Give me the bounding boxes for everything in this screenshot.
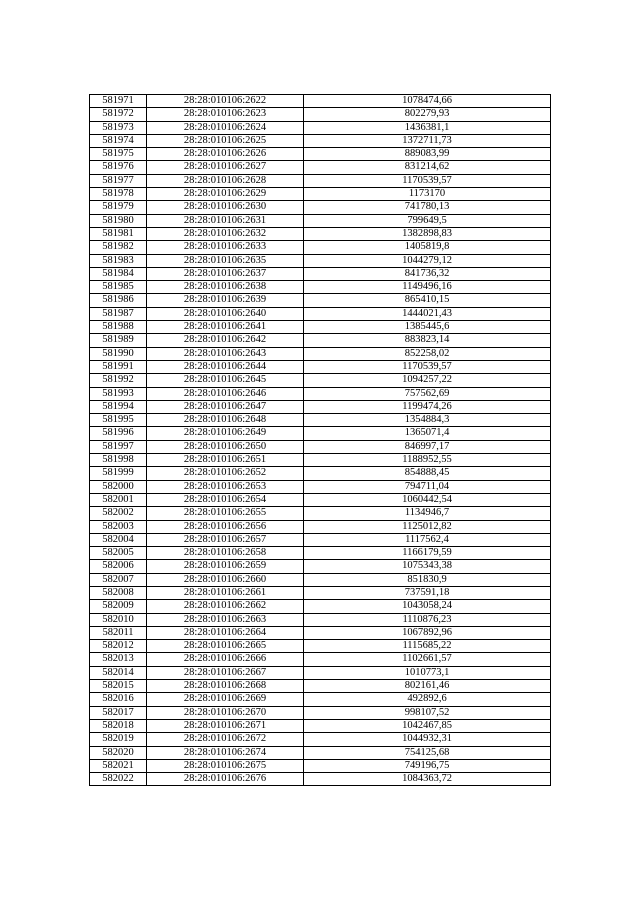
cadastral-value-cell: 1365071,4 <box>304 427 551 440</box>
table-row <box>90 188 551 201</box>
cadastral-value-cell: 1110876,23 <box>304 613 551 626</box>
table-row <box>90 600 551 613</box>
cadastral-value-cell: 1149496,16 <box>304 281 551 294</box>
table-row <box>90 161 551 174</box>
row-number-cell: 582011 <box>90 626 147 639</box>
cadastral-value-cell: 851830,9 <box>304 573 551 586</box>
row-number-cell: 582004 <box>90 533 147 546</box>
cadastral-value-cell: 1067892,96 <box>304 626 551 639</box>
cadastral-number-cell: 28:28:010106:2655 <box>147 507 304 520</box>
cadastral-value-cell: 1075343,38 <box>304 560 551 573</box>
cadastral-value-cell: 737591,18 <box>304 586 551 599</box>
cadastral-number-cell: 28:28:010106:2672 <box>147 733 304 746</box>
cadastral-value-cell: 1044279,12 <box>304 254 551 267</box>
cadastral-value-cell: 1084363,72 <box>304 773 551 786</box>
cadastral-number-cell: 28:28:010106:2649 <box>147 427 304 440</box>
cadastral-value-cell: 741780,13 <box>304 201 551 214</box>
table-row <box>90 680 551 693</box>
row-number-cell: 581971 <box>90 95 147 108</box>
cadastral-value-cell: 1134946,7 <box>304 507 551 520</box>
row-number-cell: 581991 <box>90 360 147 373</box>
row-number-cell: 581996 <box>90 427 147 440</box>
table-row <box>90 134 551 147</box>
table-row <box>90 334 551 347</box>
cadastral-number-cell: 28:28:010106:2642 <box>147 334 304 347</box>
row-number-cell: 581995 <box>90 414 147 427</box>
row-number-cell: 581992 <box>90 374 147 387</box>
table-row <box>90 148 551 161</box>
row-number-cell: 581979 <box>90 201 147 214</box>
cadastral-value-cell: 1444021,43 <box>304 307 551 320</box>
row-number-cell: 581988 <box>90 321 147 334</box>
row-number-cell: 581974 <box>90 134 147 147</box>
table-row <box>90 693 551 706</box>
cadastral-number-cell: 28:28:010106:2669 <box>147 693 304 706</box>
row-number-cell: 581973 <box>90 121 147 134</box>
table-row <box>90 773 551 786</box>
cadastral-value-cell: 1094257,22 <box>304 374 551 387</box>
cadastral-value-cell: 1436381,1 <box>304 121 551 134</box>
row-number-cell: 581984 <box>90 267 147 280</box>
cadastral-value-cell: 1060442,54 <box>304 493 551 506</box>
cadastral-number-cell: 28:28:010106:2637 <box>147 267 304 280</box>
cadastral-number-cell: 28:28:010106:2662 <box>147 600 304 613</box>
cadastral-number-cell: 28:28:010106:2643 <box>147 347 304 360</box>
cadastral-value-cell: 1382898,83 <box>304 227 551 240</box>
cadastral-value-cell: 831214,62 <box>304 161 551 174</box>
cadastral-number-cell: 28:28:010106:2663 <box>147 613 304 626</box>
cadastral-value-cell: 1199474,26 <box>304 400 551 413</box>
cadastral-value-cell: 1043058,24 <box>304 600 551 613</box>
row-number-cell: 581990 <box>90 347 147 360</box>
table-row <box>90 400 551 413</box>
cadastral-number-cell: 28:28:010106:2674 <box>147 746 304 759</box>
cadastral-value-cell: 794711,04 <box>304 480 551 493</box>
cadastral-number-cell: 28:28:010106:2656 <box>147 520 304 533</box>
cadastral-number-cell: 28:28:010106:2653 <box>147 480 304 493</box>
row-number-cell: 582003 <box>90 520 147 533</box>
row-number-cell: 581981 <box>90 227 147 240</box>
cadastral-value-cell: 1170539,57 <box>304 360 551 373</box>
cadastral-value-cell: 492892,6 <box>304 693 551 706</box>
row-number-cell: 582000 <box>90 480 147 493</box>
cadastral-number-cell: 28:28:010106:2635 <box>147 254 304 267</box>
table-row <box>90 759 551 772</box>
row-number-cell: 582019 <box>90 733 147 746</box>
cadastral-number-cell: 28:28:010106:2670 <box>147 706 304 719</box>
table-row <box>90 201 551 214</box>
cadastral-number-cell: 28:28:010106:2629 <box>147 188 304 201</box>
cadastral-value-cell: 846997,17 <box>304 440 551 453</box>
row-number-cell: 581977 <box>90 174 147 187</box>
row-number-cell: 582016 <box>90 693 147 706</box>
cadastral-value-cell: 889083,99 <box>304 148 551 161</box>
table-row <box>90 267 551 280</box>
table-row <box>90 360 551 373</box>
row-number-cell: 581982 <box>90 241 147 254</box>
table-row <box>90 95 551 108</box>
table-row <box>90 573 551 586</box>
table-row <box>90 121 551 134</box>
table-row <box>90 174 551 187</box>
cadastral-number-cell: 28:28:010106:2658 <box>147 547 304 560</box>
table-row <box>90 214 551 227</box>
row-number-cell: 581989 <box>90 334 147 347</box>
cadastral-value-cell: 1173170 <box>304 188 551 201</box>
cadastral-number-cell: 28:28:010106:2630 <box>147 201 304 214</box>
cadastral-number-cell: 28:28:010106:2644 <box>147 360 304 373</box>
row-number-cell: 582008 <box>90 586 147 599</box>
table-row <box>90 560 551 573</box>
cadastral-value-cell: 1385445,6 <box>304 321 551 334</box>
cadastral-number-cell: 28:28:010106:2623 <box>147 108 304 121</box>
cadastral-number-cell: 28:28:010106:2668 <box>147 680 304 693</box>
row-number-cell: 581978 <box>90 188 147 201</box>
cadastral-value-cell: 865410,15 <box>304 294 551 307</box>
row-number-cell: 582017 <box>90 706 147 719</box>
row-number-cell: 581976 <box>90 161 147 174</box>
table-row <box>90 666 551 679</box>
row-number-cell: 582020 <box>90 746 147 759</box>
cadastral-number-cell: 28:28:010106:2646 <box>147 387 304 400</box>
table-row <box>90 414 551 427</box>
table-row <box>90 454 551 467</box>
cadastral-number-cell: 28:28:010106:2632 <box>147 227 304 240</box>
cadastral-value-cell: 1372711,73 <box>304 134 551 147</box>
cadastral-value-cell: 749196,75 <box>304 759 551 772</box>
table-row <box>90 227 551 240</box>
cadastral-number-cell: 28:28:010106:2665 <box>147 640 304 653</box>
table-row <box>90 480 551 493</box>
cadastral-number-cell: 28:28:010106:2654 <box>147 493 304 506</box>
cadastral-number-cell: 28:28:010106:2625 <box>147 134 304 147</box>
table-row <box>90 613 551 626</box>
table-row <box>90 321 551 334</box>
row-number-cell: 582018 <box>90 719 147 732</box>
cadastral-number-cell: 28:28:010106:2671 <box>147 719 304 732</box>
cadastral-number-cell: 28:28:010106:2648 <box>147 414 304 427</box>
row-number-cell: 582021 <box>90 759 147 772</box>
cadastral-number-cell: 28:28:010106:2676 <box>147 773 304 786</box>
row-number-cell: 582001 <box>90 493 147 506</box>
row-number-cell: 582015 <box>90 680 147 693</box>
table-row <box>90 706 551 719</box>
cadastral-value-cell: 1405819,8 <box>304 241 551 254</box>
cadastral-number-cell: 28:28:010106:2626 <box>147 148 304 161</box>
row-number-cell: 581993 <box>90 387 147 400</box>
cadastral-number-cell: 28:28:010106:2657 <box>147 533 304 546</box>
cadastral-number-cell: 28:28:010106:2666 <box>147 653 304 666</box>
table-row <box>90 493 551 506</box>
cadastral-number-cell: 28:28:010106:2647 <box>147 400 304 413</box>
cadastral-value-cell: 1166179,59 <box>304 547 551 560</box>
row-number-cell: 581999 <box>90 467 147 480</box>
table-row <box>90 733 551 746</box>
row-number-cell: 581972 <box>90 108 147 121</box>
table-row <box>90 547 551 560</box>
table-row <box>90 533 551 546</box>
cadastral-value-cell: 754125,68 <box>304 746 551 759</box>
cadastral-value-cell: 1354884,3 <box>304 414 551 427</box>
cadastral-number-cell: 28:28:010106:2633 <box>147 241 304 254</box>
cadastral-number-cell: 28:28:010106:2624 <box>147 121 304 134</box>
cadastral-value-cell: 802279,93 <box>304 108 551 121</box>
cadastral-number-cell: 28:28:010106:2638 <box>147 281 304 294</box>
table-row <box>90 746 551 759</box>
table-row <box>90 640 551 653</box>
cadastral-value-cell: 841736,32 <box>304 267 551 280</box>
row-number-cell: 581986 <box>90 294 147 307</box>
cadastral-value-cell: 802161,46 <box>304 680 551 693</box>
table-row <box>90 440 551 453</box>
cadastral-number-cell: 28:28:010106:2627 <box>147 161 304 174</box>
cadastral-number-cell: 28:28:010106:2667 <box>147 666 304 679</box>
cadastral-value-cell: 1117562,4 <box>304 533 551 546</box>
cadastral-value-cell: 1125012,82 <box>304 520 551 533</box>
cadastral-value-cell: 1044932,31 <box>304 733 551 746</box>
table-row <box>90 347 551 360</box>
row-number-cell: 582009 <box>90 600 147 613</box>
cadastral-number-cell: 28:28:010106:2651 <box>147 454 304 467</box>
cadastral-number-cell: 28:28:010106:2631 <box>147 214 304 227</box>
table-row <box>90 387 551 400</box>
cadastral-number-cell: 28:28:010106:2652 <box>147 467 304 480</box>
table-row <box>90 307 551 320</box>
cadastral-value-cell: 1078474,66 <box>304 95 551 108</box>
cadastral-number-cell: 28:28:010106:2640 <box>147 307 304 320</box>
row-number-cell: 581983 <box>90 254 147 267</box>
row-number-cell: 581985 <box>90 281 147 294</box>
cadastral-value-cell: 1188952,55 <box>304 454 551 467</box>
row-number-cell: 581997 <box>90 440 147 453</box>
row-number-cell: 582010 <box>90 613 147 626</box>
cadastral-value-cell: 799649,5 <box>304 214 551 227</box>
cadastral-value-cell: 757562,69 <box>304 387 551 400</box>
cadastral-value-cell: 998107,52 <box>304 706 551 719</box>
table-body <box>90 95 551 786</box>
table-row <box>90 374 551 387</box>
row-number-cell: 581975 <box>90 148 147 161</box>
cadastral-number-cell: 28:28:010106:2622 <box>147 95 304 108</box>
table-row <box>90 281 551 294</box>
table-row <box>90 626 551 639</box>
cadastral-number-cell: 28:28:010106:2639 <box>147 294 304 307</box>
cadastral-value-cell: 1010773,1 <box>304 666 551 679</box>
row-number-cell: 581998 <box>90 454 147 467</box>
row-number-cell: 582022 <box>90 773 147 786</box>
cadastral-number-cell: 28:28:010106:2661 <box>147 586 304 599</box>
table-row <box>90 108 551 121</box>
cadastral-number-cell: 28:28:010106:2628 <box>147 174 304 187</box>
table-row <box>90 241 551 254</box>
table-row <box>90 653 551 666</box>
cadastral-value-table <box>89 94 551 786</box>
cadastral-number-cell: 28:28:010106:2659 <box>147 560 304 573</box>
cadastral-number-cell: 28:28:010106:2675 <box>147 759 304 772</box>
table-row <box>90 719 551 732</box>
cadastral-number-cell: 28:28:010106:2645 <box>147 374 304 387</box>
table-row <box>90 254 551 267</box>
row-number-cell: 582002 <box>90 507 147 520</box>
cadastral-value-cell: 852258,02 <box>304 347 551 360</box>
table-row <box>90 520 551 533</box>
table-row <box>90 507 551 520</box>
row-number-cell: 581987 <box>90 307 147 320</box>
cadastral-value-cell: 1042467,85 <box>304 719 551 732</box>
table-row <box>90 427 551 440</box>
cadastral-number-cell: 28:28:010106:2660 <box>147 573 304 586</box>
cadastral-value-cell: 1170539,57 <box>304 174 551 187</box>
table-row <box>90 294 551 307</box>
row-number-cell: 582007 <box>90 573 147 586</box>
table-row <box>90 467 551 480</box>
row-number-cell: 582005 <box>90 547 147 560</box>
cadastral-number-cell: 28:28:010106:2641 <box>147 321 304 334</box>
cadastral-number-cell: 28:28:010106:2664 <box>147 626 304 639</box>
row-number-cell: 581980 <box>90 214 147 227</box>
row-number-cell: 582014 <box>90 666 147 679</box>
cadastral-value-cell: 883823,14 <box>304 334 551 347</box>
cadastral-value-cell: 1115685,22 <box>304 640 551 653</box>
cadastral-value-cell: 1102661,57 <box>304 653 551 666</box>
row-number-cell: 582006 <box>90 560 147 573</box>
cadastral-value-cell: 854888,45 <box>304 467 551 480</box>
row-number-cell: 582012 <box>90 640 147 653</box>
table-row <box>90 586 551 599</box>
row-number-cell: 582013 <box>90 653 147 666</box>
cadastral-number-cell: 28:28:010106:2650 <box>147 440 304 453</box>
row-number-cell: 581994 <box>90 400 147 413</box>
